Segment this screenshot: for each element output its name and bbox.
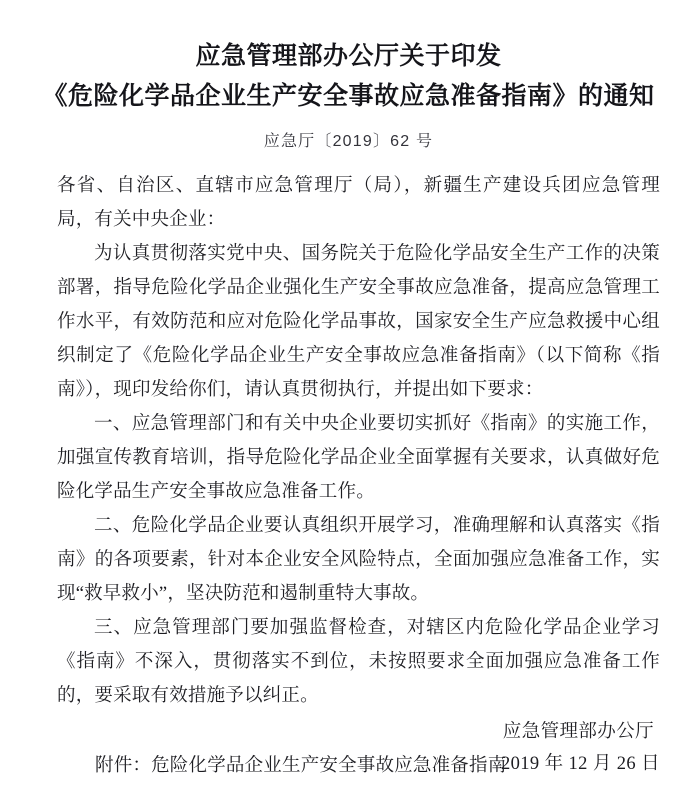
document-number: 应急厅〔2019〕62 号 <box>263 133 434 150</box>
document-title-line-2: 《危险化学品企业生产安全事故应急准备指南》的通知 <box>42 82 655 110</box>
document-title-block <box>0 0 697 153</box>
signature-block <box>501 716 660 780</box>
signature-date: 2019 年 12 月 26 日 <box>500 754 660 774</box>
attachment-line: 附件：危险化学品企业生产安全事故应急准备指南 <box>95 756 507 776</box>
body-paragraph-intro: 为认真贯彻落实党中央、国务院关于危险化学品安全生产工作的决策部署，指导危险化学品企业强化生产安全事故应急准备，提高应急管理工作水平，有效防范和应对危险化学品事故，国家安全生产应急救援中心组织制定了《危险化学品企业生产安全事故应急准备指南》（以下简称《指南》），现印发给你们，请认真贯彻执行，并提出如下要求： <box>57 244 660 400</box>
addressee-line: 各省、自治区、直辖市应急管理厅（局），新疆生产建设兵团应急管理局，有关中央企业： <box>57 176 660 230</box>
document-body <box>0 169 697 783</box>
body-paragraph-item-1: 一、应急管理部门和有关中央企业要切实抓好《指南》的实施工作，加强宣传教育培训，指导危险化学品企业全面掌握有关要求，认真做好危险化学品生产安全事故应急准备工作。 <box>57 414 660 502</box>
signature-organization: 应急管理部办公厅 <box>502 722 654 742</box>
body-paragraph-item-2: 二、危险化学品企业要认真组织开展学习，准确理解和认真落实《指南》的各项要素，针对本企业安全风险特点，全面加强应急准备工作，实现“救早救小”，坚决防范和遏制重特大事故。 <box>57 516 660 604</box>
document-title-line-1: 应急管理部办公厅关于印发 <box>195 42 502 70</box>
body-paragraph-item-3: 三、应急管理部门要加强监督检查，对辖区内危险化学品企业学习《指南》不深入，贯彻落实不到位，未按照要求全面加强应急准备工作的，要采取有效措施予以纠正。 <box>57 618 660 706</box>
